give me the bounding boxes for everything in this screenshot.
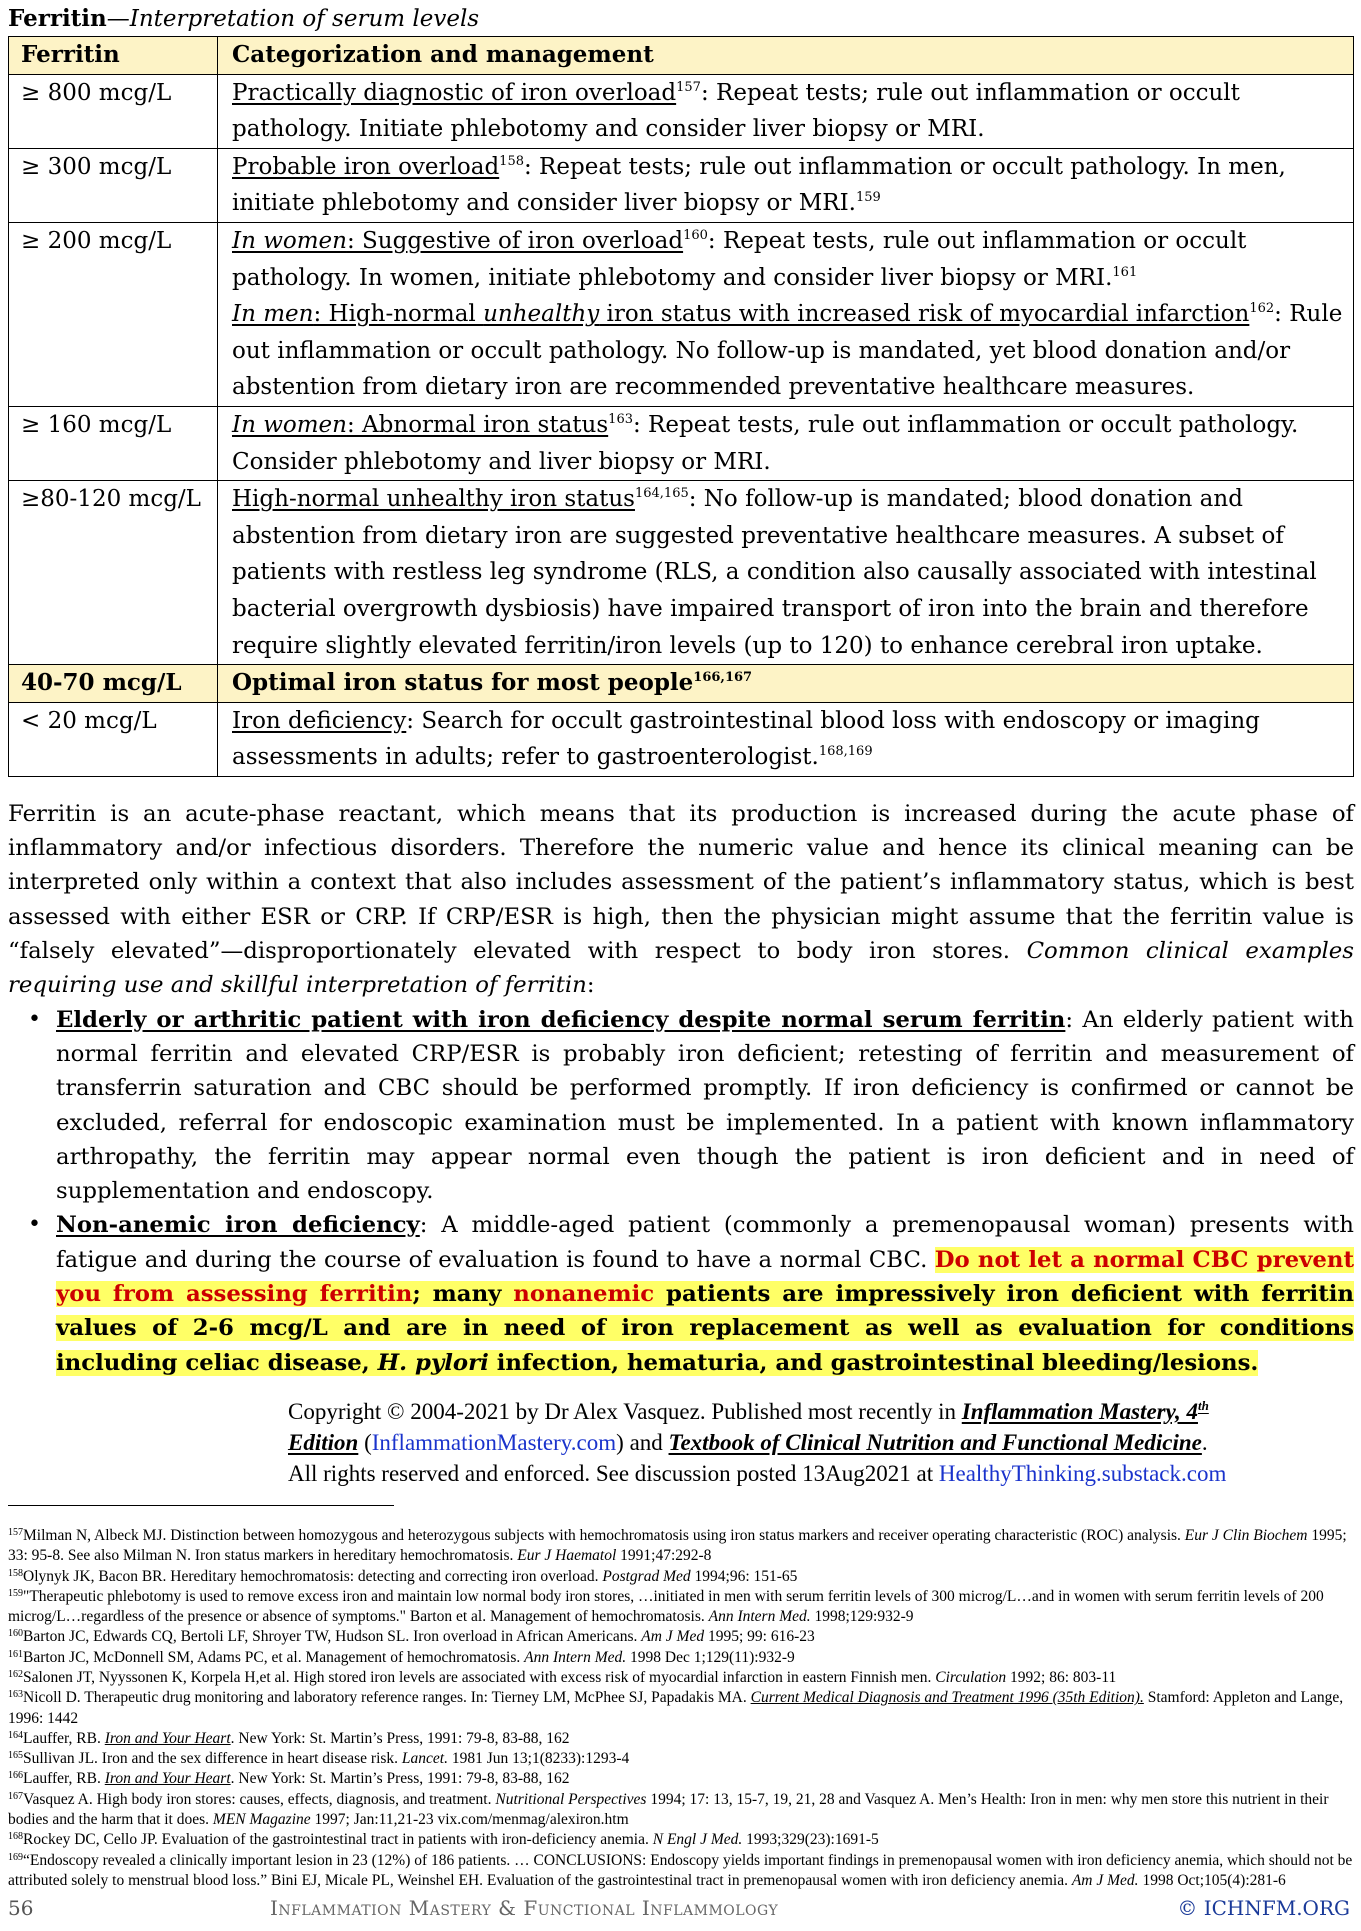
footnote: $^{165}$Sullivan JL. Iron and the sex difference in heart disease risk. Lancet. 1981 Jun 13;1(8233):1293-4 [8, 1750, 630, 1768]
page-number: 56 [8, 1896, 34, 1920]
inflammationmastery-link[interactable]: InflammationMastery.com [371, 1429, 617, 1455]
substack-link[interactable]: HealthyThinking.substack.com [938, 1460, 1227, 1486]
footnotes [8, 1526, 1354, 1891]
row-description: Probable iron overload$^{158}$: Repeat tests; rule out inflammation or occult pathology. In men, initiate phlebotomy and consider liver biopsy or MRI.$^{159}$ [218, 148, 1354, 222]
footnote: $^{160}$Barton JC, Edwards CQ, Bertoli LF, Shroyer TW, Hudson SL. Iron overload in African Americans. Am J Med 1995; 99: 616-23 [8, 1628, 815, 1646]
highlighted-warning: Do not let a normal CBC prevent you from assessing ferritin; many nonanemic patients are impressively iron deficient with ferritin values of 2-6 mcg/L and are in need of iron replacement as well as evaluation for conditions including celiac disease, H. pylori infection, hematuria, and gastrointestinal bleeding/lesions. [56, 1246, 1354, 1376]
row-level: ≥ 200 mcg/L [9, 222, 218, 406]
examples-list [8, 1003, 1354, 1380]
footnote: $^{169}$“Endoscopy revealed a clinically important lesion in 23 (12%) of 186 patients. … CONCLUSIONS: Endoscopy yields important findings in premenopausal women with iron deficiency anemia, which should not be attributed solely to menstrual blood loss.” Bini EJ, Micale PL, Weinshel EH. Evaluation of the gastrointestinal tract in premenopausal women with iron deficiency anemia. Am J Med. 1998 Oct;105(4):281-6 [8, 1851, 1353, 1889]
table-row [9, 222, 1354, 406]
bullet-icon: • [28, 1006, 41, 1032]
running-book-title: Inflammation Mastery & Functional Inflammology [270, 1896, 779, 1920]
table-row [9, 702, 1354, 776]
table-row [9, 406, 1354, 480]
list-item: • Elderly or arthritic patient with iron deficiency despite normal serum ferritin: An elderly patient with normal ferritin and elevated CRP/ESR is probably iron deficient; retesting of ferritin and measurement of transferrin saturation and CBC should be performed promptly. If iron deficiency is confirmed or cannot be excluded, referral for endoscopic examination must be implemented. In a patient with known inflammatory arthropathy, the ferritin may appear normal even though the patient is iron deficient and in need of supplementation and endoscopy. [56, 1003, 1354, 1209]
footnote: $^{168}$Rockey DC, Cello JP. Evaluation of the gastrointestinal tract in patients with iron-deficiency anemia. N Engl J Med. 1993;329(23):1691-5 [8, 1831, 879, 1849]
footnote: $^{158}$Olynyk JK, Bacon BR. Hereditary hemochromatosis: detecting and correcting iron overload. Postgrad Med 1994;96: 151-65 [8, 1567, 798, 1585]
page-footer [8, 1896, 1354, 1926]
header-ferritin: Ferritin [9, 37, 218, 75]
row-level: < 20 mcg/L [9, 702, 218, 776]
table-header-row [9, 37, 1354, 75]
row-level: 40-70 mcg/L [9, 665, 218, 703]
page [8, 4, 1354, 1891]
footnote: $^{164}$Lauffer, RB. Iron and Your Heart. New York: St. Martin’s Press, 1991: 79-8, 83-88, 162 [8, 1729, 570, 1747]
copyright-notice: Copyright © 2004-2021 by Dr Alex Vasquez. Published most recently in Inflammation Mastery, 4th Edition (InflammationMastery.com) and Textbook of Clinical Nutrition and Functional Medicine. All rights reserved and enforced. See discussion posted 13Aug2021 at HealthyThinking.substack.com [288, 1397, 1227, 1486]
footnote: $^{159}$"Therapeutic phlebotomy is used to remove excess iron and maintain low normal body iron stores, …initiated in men with serum ferritin levels of 300 microg/L…and in women with serum ferritin levels of 200 microg/L…regardless of the presence or absence of symptoms." Barton et al. Management of hemochromatosis. Ann Intern Med. 1998;129:932-9 [8, 1587, 1324, 1626]
table-row [9, 481, 1354, 665]
ferritin-table [8, 36, 1354, 777]
footnote: $^{166}$Lauffer, RB. Iron and Your Heart. New York: St. Martin’s Press, 1991: 79-8, 83-88, 162 [8, 1770, 570, 1788]
table-row-optimal [9, 665, 1354, 703]
row-level: ≥ 300 mcg/L [9, 148, 218, 222]
row-level: ≥80-120 mcg/L [9, 481, 218, 665]
table-row [9, 74, 1354, 148]
row-description: In women: Abnormal iron status$^{163}$: Repeat tests, rule out inflammation or occult pathology. Consider phlebotomy and liver biopsy or MRI. [218, 406, 1354, 480]
header-categorization: Categorization and management [218, 37, 1354, 75]
footnote: $^{161}$Barton JC, McDonnell SM, Adams PC, et al. Management of hemochromatosis. Ann Intern Med. 1998 Dec 1;129(11):932-9 [8, 1648, 795, 1666]
footer-site-link[interactable]: © ICHNFM.ORG [1177, 1896, 1350, 1920]
row-description: Optimal iron status for most people$^{166,167}$ [218, 665, 1354, 703]
body-text [8, 797, 1354, 1380]
footnote-divider [8, 1505, 394, 1506]
table-row [9, 148, 1354, 222]
row-description: High-normal unhealthy iron status$^{164,165}$: No follow-up is mandated; blood donation and abstention from dietary iron are suggested preventative healthcare measures. A subset of patients with restless leg syndrome (RLS, a condition also causally associated with intestinal bacterial overgrowth dysbiosis) have impaired transport of iron into the brain and therefore require slightly elevated ferritin/iron levels (up to 120) to enhance cerebral iron uptake. [218, 481, 1354, 665]
list-item: • Non-anemic iron deficiency: A middle-aged patient (commonly a premenopausal woman) presents with fatigue and during the course of evaluation is found to have a normal CBC. Do not let a normal CBC prevent you from assessing ferritin; many nonanemic patients are impressively iron deficient with ferritin values of 2-6 mcg/L and are in need of iron replacement as well as evaluation for conditions including celiac disease, H. pylori infection, hematuria, and gastrointestinal bleeding/lesions. [56, 1208, 1354, 1379]
book-link-inflammation-mastery[interactable]: Inflammation Mastery, 4 [961, 1398, 1198, 1424]
book-link-textbook[interactable]: Textbook of Clinical Nutrition and Functional Medicine [668, 1429, 1202, 1455]
footnote: $^{167}$Vasquez A. High body iron stores: causes, effects, diagnosis, and treatment. Nutritional Perspectives 1994; 17: 13, 15-7, 19, 21, 28 and Vasquez A. Men’s Health: Iron in men: why men store this nutrient in their bodies and the harm that it does. MEN Magazine 1997; Jan:11,21-23 vix.com/menmag/alexiron.htm [8, 1790, 1329, 1829]
intro-paragraph: Ferritin is an acute-phase reactant, which means that its production is increased during the acute phase of inflammatory and/or infectious disorders. Therefore the numeric value and hence its clinical meaning can be interpreted only within a context that also includes assessment of the patient’s inflammatory status, which is best assessed with either ESR or CRP. If CRP/ESR is high, then the physician might assume that the ferritin value is “falsely elevated”—disproportionately elevated with respect to body iron stores. Common clinical examples requiring use and skillful interpretation of ferritin: [8, 800, 1354, 999]
footnote: $^{162}$Salonen JT, Nyyssonen K, Korpela H,et al. High stored iron levels are associated with excess risk of myocardial infarction in eastern Finnish men. Circulation 1992; 86: 803-11 [8, 1669, 1117, 1686]
bullet-icon: • [28, 1212, 41, 1238]
row-level: ≥ 160 mcg/L [9, 406, 218, 480]
row-description: Iron deficiency: Search for occult gastrointestinal blood loss with endoscopy or imaging assessments in adults; refer to gastroenterologist.$^{168,169}$ [218, 702, 1354, 776]
row-level: ≥ 800 mcg/L [9, 74, 218, 148]
table-title: Ferritin—Interpretation of serum levels [8, 5, 480, 32]
row-description: In women: Suggestive of iron overload$^{160}$: Repeat tests, rule out inflammation or occult pathology. In women, initiate phlebotomy and consider liver biopsy or MRI.$^{161}$ In men: High-normal unhealthy iron status with increased risk of myocardial infarction$^{162}$: Rule out inflammation or occult pathology. No follow-up is mandated, yet blood donation and/or abstention from dietary iron are recommended preventative healthcare measures. [218, 222, 1354, 406]
footnote: $^{163}$Nicoll D. Therapeutic drug monitoring and laboratory reference ranges. In: Tierney LM, McPhee SJ, Papadakis MA. Current Medical Diagnosis and Treatment 1996 (35th Edition). Stamford: Appleton and Lange, 1996: 1442 [8, 1689, 1344, 1727]
row-description: Practically diagnostic of iron overload$^{157}$: Repeat tests; rule out inflammation or occult pathology. Initiate phlebotomy and consider liver biopsy or MRI. [218, 74, 1354, 148]
footnote: $^{157}$Milman N, Albeck MJ. Distinction between homozygous and heterozygous subjects with hemochromatosis using iron status markers and receiver operating characteristic (ROC) analysis. Eur J Clin Biochem 1995; 33: 95-8. See also Milman N. Iron status markers in hereditary hemochromatosis. Eur J Haematol 1991;47:292-8 [8, 1526, 1347, 1565]
